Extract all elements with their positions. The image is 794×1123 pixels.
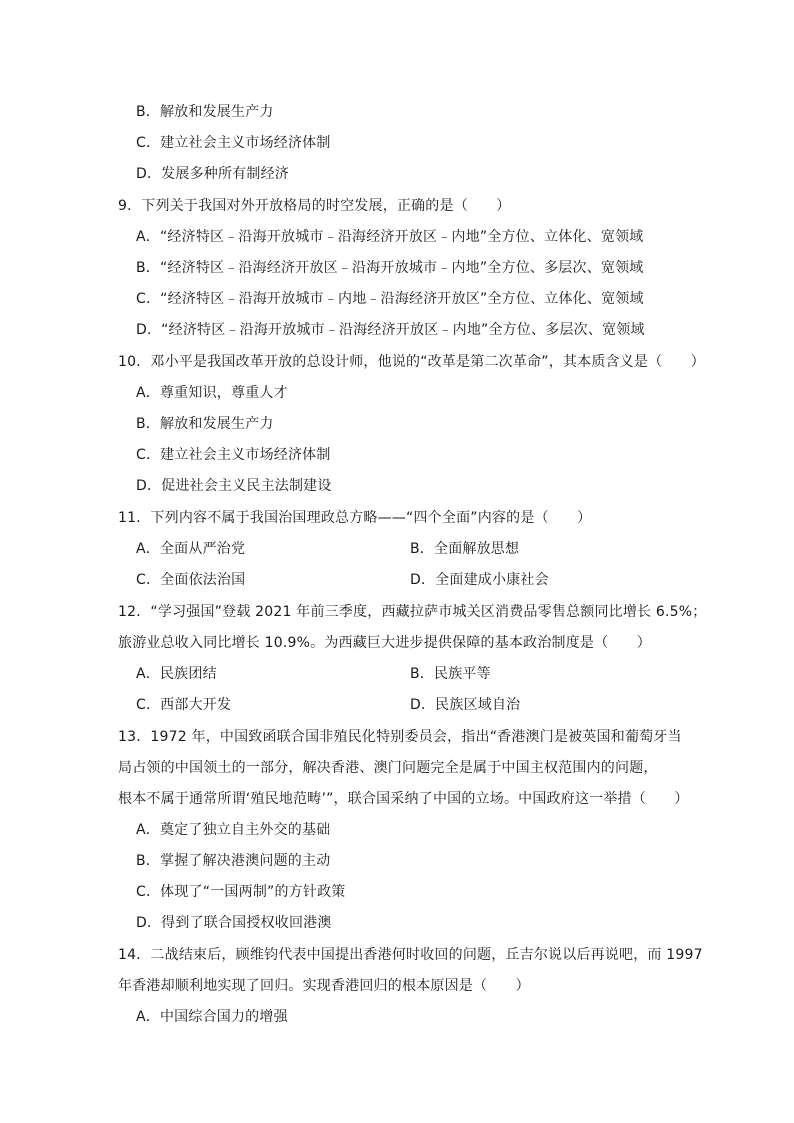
q13-option-b: B．掌握了解决港澳问题的主动 [136,853,331,869]
q9-option-c: C．“经济特区﹣沿海开放城市﹣内地﹣沿海经济开放区”全方位、立体化、宽领域 [136,291,644,307]
q9-option-d: D．“经济特区﹣沿海开放城市﹣沿海经济开放区﹣内地”全方位、多层次、宽领域 [136,322,645,338]
q10-option-d: D．促进社会主义民主法制建设 [136,478,332,494]
q12-stem-line2: 旅游业总收入同比增长 10.9%。为西藏巨大进步提供保障的基本政治制度是（ ） [118,635,651,651]
q8-option-c: C．建立社会主义市场经济体制 [136,135,331,151]
q11-option-b: B．全面解放思想 [410,541,520,557]
q11-stem: 11．下列内容不属于我国治国理政总方略——“四个全面”内容的是（ ） [118,510,592,526]
q10-stem: 10．邓小平是我国改革开放的总设计师，他说的“改革是第二次革命”，其本质含义是（ ） [118,354,705,370]
q11-option-a: A．全面从严治党 [136,541,246,557]
q10-option-b: B．解放和发展生产力 [136,416,274,432]
q14-stem-line1: 14．二战结束后，顾维钧代表中国提出香港何时收回的问题，丘吉尔说以后再说吧，而 1997 [118,947,703,963]
q12-option-a: A．民族团结 [136,666,217,682]
q11-option-c: C．全面依法治国 [136,572,246,588]
q9-option-b: B．“经济特区﹣沿海经济开放区﹣沿海开放城市﹣内地”全方位、多层次、宽领域 [136,260,644,276]
q13-stem-line3: 根本不属于通常所谓‘殖民地范畴’”，联合国采纳了中国的立场。中国政府这一举措（ ） [118,791,689,807]
q12-option-c: C．西部大开发 [136,697,232,713]
q10-option-a: A．尊重知识，尊重人才 [136,385,288,401]
q12-option-b: B．民族平等 [410,666,491,682]
q14-option-a: A．中国综合国力的增强 [136,1009,288,1025]
q13-option-a: A．奠定了独立自主外交的基础 [136,822,331,838]
q14-stem-line2: 年香港却顺利地实现了回归。实现香港回归的根本原因是（ ） [118,978,530,994]
q12-stem-line1: 12．“学习强国”登载 2021 年前三季度，西藏拉萨市城关区消费品零售总额同比增长 6.5%； [118,604,707,620]
q8-option-d: D．发展多种所有制经济 [136,166,289,182]
q13-option-d: D．得到了联合国授权收回港澳 [136,915,332,931]
q9-stem: 9．下列关于我国对外开放格局的时空发展，正确的是（ ） [118,198,511,214]
q13-option-c: C．体现了“一国两制”的方针政策 [136,884,346,900]
q10-option-c: C．建立社会主义市场经济体制 [136,447,331,463]
q13-stem-line1: 13．1972 年，中国致函联合国非殖民化特别委员会，指出“香港澳门是被英国和葡萄牙当 [118,729,682,745]
q9-option-a: A．“经济特区﹣沿海开放城市﹣沿海经济开放区﹣内地”全方位、立体化、宽领域 [136,229,644,245]
q13-stem-line2: 局占领的中国领土的一部分，解决香港、澳门问题完全是属于中国主权范围内的问题， [118,760,658,776]
q8-option-b: B．解放和发展生产力 [136,104,274,120]
q12-option-d: D．民族区域自治 [410,697,521,713]
q11-option-d: D．全面建成小康社会 [410,572,549,588]
